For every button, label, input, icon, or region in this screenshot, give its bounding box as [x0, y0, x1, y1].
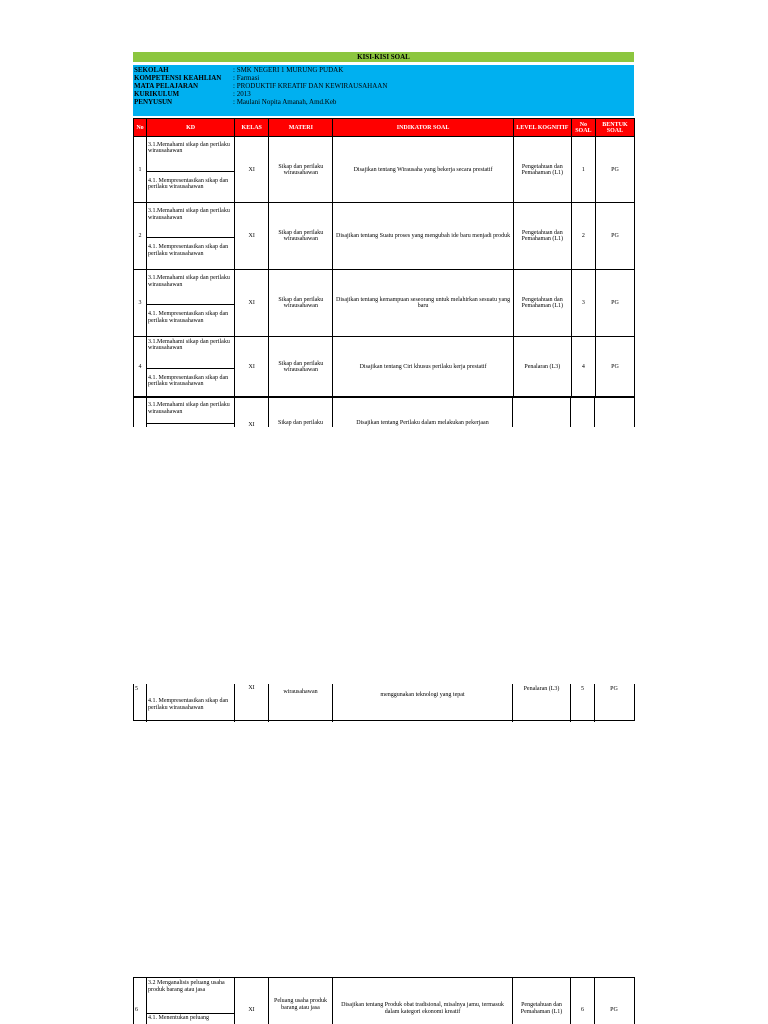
cell-no: 6	[135, 1007, 138, 1013]
row6-fragment	[133, 977, 635, 1024]
table-row	[134, 137, 635, 203]
cell-level: Pengetahuan dan Pemahaman (L1)	[513, 203, 571, 270]
cell-materi: Sikap dan perilaku wirausahawan	[269, 270, 333, 337]
cell-kelas: XI	[248, 422, 255, 427]
info-row-kompetensi	[133, 74, 634, 82]
info-value: : Maulani Nopita Amanah, Amd.Keb	[233, 98, 337, 106]
kd-keterampilan: 4.1. Mempresentasikan sikap dan perilaku wirausahawan	[148, 698, 229, 711]
info-row-mapel	[133, 82, 634, 90]
cell-kd	[147, 203, 235, 270]
kd-pengetahuan: 3.1.Memahami sikap dan perilaku wirausahawan	[148, 402, 230, 415]
cell-nosoal: 6	[581, 1007, 584, 1013]
cell-nosoal: 2	[571, 203, 595, 270]
info-value: : SMK NEGERI 1 MURUNG PUDAK	[233, 66, 344, 74]
cell-level: Pengetahuan dan Pemahaman (L1)	[513, 270, 571, 337]
cell-kelas: XI	[248, 685, 255, 691]
cell-bentuk: PG	[595, 137, 634, 203]
info-value: : 2013	[233, 90, 251, 98]
cell-no: 1	[134, 137, 147, 203]
info-row-kurikulum	[133, 90, 634, 98]
cell-indikator: menggunakan teknologi yang tepat	[380, 692, 465, 698]
col-header-materi: MATERI	[269, 119, 333, 137]
col-header-kelas: KELAS	[235, 119, 269, 137]
info-key: MATA PELAJARAN	[134, 82, 199, 90]
table-row	[134, 270, 635, 337]
info-row-penyusun	[133, 98, 634, 106]
cell-level: Pengetahuan dan Pemahaman (L1)	[520, 1002, 563, 1015]
col-header-nosoal: No SOAL	[571, 119, 595, 137]
table-row	[134, 203, 635, 270]
cell-level: Penalaran (L3)	[523, 686, 560, 692]
cell-no: 2	[134, 203, 147, 270]
info-key: PENYUSUN	[134, 98, 173, 106]
cell-indikator: Disajikan tentang Suatu proses yang mengubah ide baru menjadi produk	[333, 203, 513, 270]
kd-pengetahuan: 3.1.Memahami sikap dan perilaku wirausahawan	[147, 274, 234, 305]
col-header-no: No	[134, 119, 147, 137]
cell-materi: Sikap dan perilaku wirausahawan	[269, 137, 333, 203]
kd-keterampilan: 4.1. Mempresentasikan sikap dan perilaku wirausahawan	[148, 311, 229, 324]
cell-nosoal: 5	[581, 686, 584, 692]
cell-kd	[147, 337, 235, 397]
kisi-kisi-table	[133, 118, 635, 397]
cell-no: 3	[134, 270, 147, 337]
cell-bentuk: PG	[610, 1007, 618, 1013]
row5-top-fragment	[133, 397, 635, 427]
table-row	[134, 337, 635, 397]
kd-keterampilan: 4.1. Mempresentasikan sikap dan perilaku wirausahawan	[148, 177, 229, 190]
cell-materi: wirausahawan	[283, 689, 318, 695]
cell-materi: Peluang usaha produk barang atau jasa	[274, 998, 327, 1011]
cell-no: 5	[135, 686, 138, 692]
kd-pengetahuan: 3.1.Memahami sikap dan perilaku wirausahawan	[147, 141, 234, 172]
cell-no: 4	[134, 337, 147, 397]
cell-bentuk: PG	[595, 203, 634, 270]
row5-bottom-fragment	[133, 684, 635, 722]
cell-indikator: Disajikan tentang kemampuan seseorang untuk melahirkan sesuatu yang baru	[333, 270, 513, 337]
col-header-indikator: INDIKATOR SOAL	[333, 119, 513, 137]
cell-kelas: XI	[235, 270, 269, 337]
cell-kelas: XI	[235, 203, 269, 270]
cell-nosoal: 4	[571, 337, 595, 397]
cell-materi: Sikap dan perilaku wirausahawan	[269, 203, 333, 270]
cell-materi: Sikap dan perilaku wirausahawan	[269, 337, 333, 397]
cell-indikator: Disajikan tentang Perilaku dalam melakukan pekerjaan	[356, 420, 489, 426]
cell-indikator: Disajikan tentang Produk obat tradisional, misalnya jamu, termasuk dalam kategori ekonomi kreatif	[341, 1002, 504, 1015]
info-value: : PRODUKTIF KREATIF DAN KEWIRAUSAHAAN	[233, 82, 388, 90]
cell-level: Penalaran (L3)	[513, 337, 571, 397]
kd-keterampilan: 4.1. Menentukan peluang	[148, 1015, 209, 1021]
cell-bentuk: PG	[595, 270, 634, 337]
info-value: : Farmasi	[233, 74, 260, 82]
table-header-row	[134, 119, 635, 137]
cell-kd	[147, 137, 235, 203]
cell-bentuk: PG	[595, 337, 634, 397]
info-key: SEKOLAH	[134, 66, 169, 74]
cell-bentuk: PG	[610, 686, 618, 692]
cell-kelas: XI	[248, 1007, 255, 1013]
info-key: KOMPETENSI KEAHLIAN	[134, 74, 222, 82]
kd-pengetahuan: 3.2 Menganalisis peluang usaha produk barang atau jasa	[148, 980, 225, 993]
header-info-block	[133, 65, 634, 116]
kd-keterampilan: 4.1. Mempresentasikan sikap dan perilaku wirausahawan	[148, 374, 229, 387]
col-header-level: LEVEL KOGNITIF	[513, 119, 571, 137]
cell-level: Pengetahuan dan Pemahaman (L1)	[513, 137, 571, 203]
col-header-bentuk: BENTUK SOAL	[595, 119, 634, 137]
cell-nosoal: 1	[571, 137, 595, 203]
cell-kelas: XI	[235, 137, 269, 203]
kd-pengetahuan: 3.1.Memahami sikap dan perilaku wirausahawan	[147, 207, 234, 238]
cell-kd	[147, 270, 235, 337]
col-header-kd: KD	[147, 119, 235, 137]
cell-nosoal: 3	[571, 270, 595, 337]
sheet-title: KISI-KISI SOAL	[133, 52, 634, 62]
kd-pengetahuan: 3.1.Memahami sikap dan perilaku wirausahawan	[147, 338, 234, 369]
cell-materi: Sikap dan perilaku	[278, 420, 323, 426]
cell-indikator: Disajikan tentang Wirausaha yang bekerja secara prestatif	[333, 137, 513, 203]
cell-kelas: XI	[235, 337, 269, 397]
kd-keterampilan: 4.1. Mempresentasikan sikap dan perilaku wirausahawan	[148, 244, 229, 257]
info-key: KURIKULUM	[134, 90, 180, 98]
info-row-sekolah	[133, 66, 634, 74]
cell-indikator: Disajikan tentang Ciri khusus perilaku kerja prestatif	[333, 337, 513, 397]
